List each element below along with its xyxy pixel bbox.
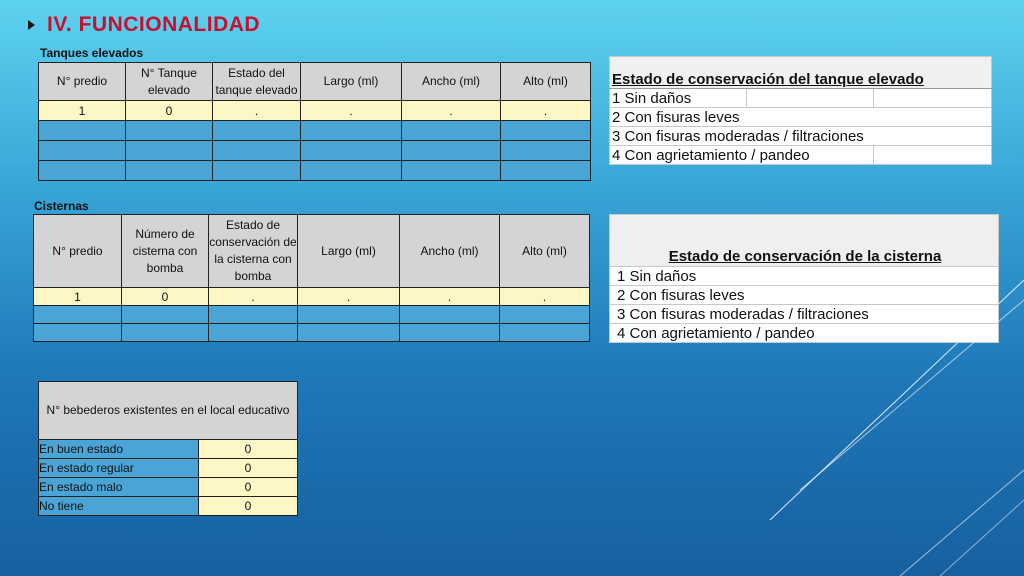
list-item xyxy=(610,305,999,324)
table-cell[interactable]: 0 xyxy=(122,288,209,306)
header-cell: Alto (ml) xyxy=(500,215,590,288)
table-cell[interactable] xyxy=(39,121,126,141)
cisternas-header-row xyxy=(34,215,590,288)
table-row xyxy=(39,459,298,478)
list-item xyxy=(610,89,992,108)
cisternas-table xyxy=(33,214,590,342)
table-cell[interactable] xyxy=(209,324,298,342)
table-cell[interactable] xyxy=(126,121,213,141)
table-cell[interactable] xyxy=(301,141,402,161)
header-cell: Ancho (ml) xyxy=(402,63,501,101)
table-row xyxy=(39,478,298,497)
row-value[interactable]: 0 xyxy=(199,459,298,478)
estado-cisterna-title: Estado de conservación de la cisterna xyxy=(610,215,999,267)
table-cell[interactable] xyxy=(126,161,213,181)
row-value[interactable]: 0 xyxy=(199,440,298,459)
row-value[interactable]: 0 xyxy=(199,497,298,516)
table-cell[interactable]: 0 xyxy=(126,101,213,121)
table-cell[interactable] xyxy=(126,141,213,161)
table-cell[interactable] xyxy=(301,121,402,141)
table-cell[interactable] xyxy=(39,141,126,161)
row-label: No tiene xyxy=(39,497,199,516)
table-cell[interactable] xyxy=(402,141,501,161)
table-cell[interactable] xyxy=(34,306,122,324)
table-cell[interactable]: . xyxy=(301,101,402,121)
table-row xyxy=(39,121,591,141)
bullet-triangle-icon xyxy=(28,20,35,30)
list-item-label: 3 Con fisuras moderadas / filtraciones xyxy=(610,305,999,324)
table-cell[interactable]: 1 xyxy=(39,101,126,121)
table-cell[interactable]: . xyxy=(500,288,590,306)
table-cell[interactable]: . xyxy=(400,288,500,306)
table-cell[interactable]: . xyxy=(501,101,591,121)
header-cell: Alto (ml) xyxy=(501,63,591,101)
list-item xyxy=(610,146,992,165)
list-item xyxy=(610,108,992,127)
estado-tanque-table xyxy=(609,56,992,165)
list-item-label: 2 Con fisuras leves xyxy=(610,286,999,305)
estado-tanque-title: Estado de conservación del tanque elevado xyxy=(610,57,992,89)
list-item xyxy=(610,286,999,305)
table-cell[interactable] xyxy=(500,306,590,324)
table-cell[interactable] xyxy=(400,306,500,324)
list-item xyxy=(610,267,999,286)
row-value[interactable]: 0 xyxy=(199,478,298,497)
table-cell[interactable]: . xyxy=(213,101,301,121)
tanques-table xyxy=(38,62,591,181)
estado-cisterna-header xyxy=(610,215,999,267)
bebederos-table xyxy=(38,381,298,516)
table-cell[interactable]: . xyxy=(402,101,501,121)
tanques-header-row xyxy=(39,63,591,101)
table-cell[interactable] xyxy=(402,121,501,141)
table-row xyxy=(39,440,298,459)
header-cell: Largo (ml) xyxy=(298,215,400,288)
row-label: En buen estado xyxy=(39,440,199,459)
list-item-label: 3 Con fisuras moderadas / filtraciones xyxy=(610,127,992,146)
list-item-label: 4 Con agrietamiento / pandeo xyxy=(610,324,999,343)
table-cell[interactable] xyxy=(209,306,298,324)
table-cell[interactable] xyxy=(501,161,591,181)
header-cell: N° predio xyxy=(34,215,122,288)
list-item xyxy=(610,324,999,343)
bebederos-title: N° bebederos existentes en el local educativo xyxy=(39,382,298,440)
table-row xyxy=(39,141,591,161)
header-cell: Estado del tanque elevado xyxy=(213,63,301,101)
slide-title: IV. FUNCIONALIDAD xyxy=(47,13,261,36)
list-item-label: 4 Con agrietamiento / pandeo xyxy=(610,146,874,165)
table-cell[interactable] xyxy=(400,324,500,342)
table-cell[interactable] xyxy=(298,324,400,342)
table-cell[interactable] xyxy=(34,324,122,342)
bebederos-header xyxy=(39,382,298,440)
table-cell[interactable] xyxy=(501,141,591,161)
table-cell[interactable]: . xyxy=(209,288,298,306)
list-item-label: 1 Sin daños xyxy=(610,89,747,108)
table-row xyxy=(34,288,590,306)
table-row xyxy=(39,161,591,181)
header-cell: N° predio xyxy=(39,63,126,101)
header-cell: Estado de conservación de la cisterna con bomba xyxy=(209,215,298,288)
table-cell[interactable] xyxy=(402,161,501,181)
table-cell[interactable] xyxy=(500,324,590,342)
tanques-label: Tanques elevados xyxy=(40,46,144,60)
table-cell[interactable] xyxy=(122,324,209,342)
table-cell[interactable]: . xyxy=(298,288,400,306)
estado-cisterna-table xyxy=(609,214,999,343)
header-cell: Número de cisterna con bomba xyxy=(122,215,209,288)
row-label: En estado malo xyxy=(39,478,199,497)
estado-tanque-header xyxy=(610,57,992,89)
table-row xyxy=(34,306,590,324)
table-cell[interactable] xyxy=(501,121,591,141)
table-cell[interactable] xyxy=(213,141,301,161)
list-item-label: 2 Con fisuras leves xyxy=(610,108,992,127)
table-cell[interactable] xyxy=(301,161,402,181)
list-item xyxy=(610,127,992,146)
header-cell: Largo (ml) xyxy=(301,63,402,101)
table-cell[interactable] xyxy=(298,306,400,324)
table-row xyxy=(39,497,298,516)
table-cell[interactable] xyxy=(213,161,301,181)
cisternas-label: Cisternas xyxy=(34,199,89,213)
table-cell[interactable] xyxy=(122,306,209,324)
table-cell[interactable] xyxy=(213,121,301,141)
table-row xyxy=(34,324,590,342)
table-cell[interactable] xyxy=(39,161,126,181)
title-row xyxy=(28,12,260,38)
table-row xyxy=(39,101,591,121)
list-item-label: 1 Sin daños xyxy=(610,267,999,286)
row-label: En estado regular xyxy=(39,459,199,478)
header-cell: N° Tanque elevado xyxy=(126,63,213,101)
header-cell: Ancho (ml) xyxy=(400,215,500,288)
table-cell[interactable]: 1 xyxy=(34,288,122,306)
